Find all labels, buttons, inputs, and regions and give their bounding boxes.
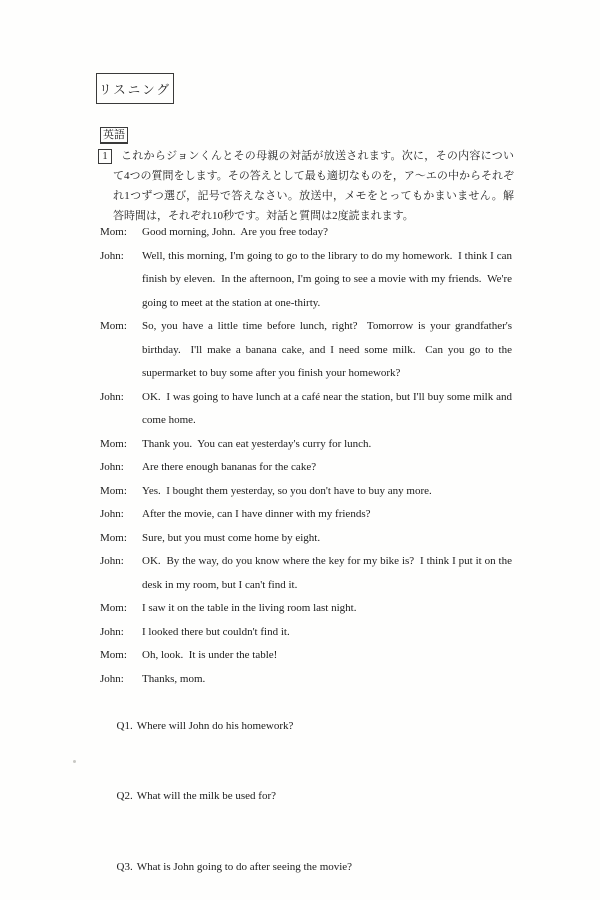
dialogue-text: I saw it on the table in the living room last night. bbox=[142, 602, 357, 614]
scan-speck bbox=[73, 760, 76, 763]
dialogue-turn bbox=[100, 456, 512, 480]
question-line bbox=[100, 762, 512, 833]
dialogue-turn bbox=[100, 503, 512, 527]
question-number: Q3. bbox=[116, 860, 133, 873]
speaker-label: John: bbox=[100, 625, 124, 638]
speaker-label: John: bbox=[100, 672, 124, 685]
speaker-label: Mom: bbox=[100, 437, 127, 450]
listening-section-label bbox=[96, 73, 174, 104]
dialogue-text: OK. By the way, do you know where the key for my bike is? I think I put it on the desk in my room, but I can't find it. bbox=[142, 555, 515, 591]
dialogue-text: Well, this morning, I'm going to go to the library to do my homework. I think I can finish by eleven. In the afternoon, I'm going to see a movie with my friends. We're going to meet at the station at one-thirty. bbox=[142, 249, 515, 309]
problem-instructions bbox=[98, 146, 514, 226]
dialogue-turn bbox=[100, 221, 512, 245]
dialogue-turn bbox=[100, 621, 512, 645]
dialogue-text: Thank you. You can eat yesterday's curry for lunch. bbox=[142, 437, 372, 450]
speaker-label: John: bbox=[100, 249, 124, 262]
question-number: Q1. bbox=[116, 719, 133, 732]
question-text: What will the milk be used for? bbox=[136, 790, 276, 802]
dialogue-turn bbox=[100, 245, 515, 316]
speaker-label: John: bbox=[100, 508, 124, 520]
speaker-label: John: bbox=[100, 390, 124, 403]
dialogue-turn bbox=[100, 550, 515, 597]
dialogue-text: Oh, look. It is under the table! bbox=[142, 649, 278, 661]
dialogue-text: OK. I was going to have lunch at a café near the station, but I'll buy some milk and come home. bbox=[142, 390, 515, 426]
speaker-label: John: bbox=[100, 461, 124, 473]
dialogue-turn bbox=[100, 668, 512, 692]
subject-label bbox=[100, 127, 128, 144]
question-line bbox=[100, 691, 512, 762]
speaker-label: Mom: bbox=[100, 649, 127, 661]
problem-number-text: 1 bbox=[102, 151, 108, 162]
dialogue-text: Are there enough bananas for the cake? bbox=[142, 461, 317, 473]
dialogue-and-questions bbox=[100, 221, 515, 900]
instructions-text: これからジョンくんとその母親の対話が放送されます。次に，その内容について4つの質問をします。その答えとして最も適切なものを，ア～エの中からそれぞれ1つずつ選び，記号で答えなさい。放送中，メモをとってもかまいません。解答時間は，それぞれ10秒です。対話と質問は2度読まれます。 bbox=[113, 150, 514, 222]
question-text: Where will John do his homework? bbox=[136, 719, 294, 732]
dialogue-turn bbox=[100, 433, 512, 457]
dialogue-text: After the movie, can I have dinner with my friends? bbox=[142, 508, 371, 520]
dialogue-turn bbox=[100, 315, 515, 386]
speaker-label: John: bbox=[100, 555, 124, 567]
speaker-label: Mom: bbox=[100, 320, 127, 332]
speaker-label: Mom: bbox=[100, 226, 127, 238]
subject-label-text: 英語 bbox=[103, 129, 125, 141]
dialogue-turn bbox=[100, 644, 512, 668]
question-line bbox=[100, 832, 512, 900]
dialogue-text: Thanks, mom. bbox=[142, 672, 206, 685]
dialogue-turn bbox=[100, 480, 512, 504]
dialogue-text: Sure, but you must come home by eight. bbox=[142, 531, 321, 544]
question-text: What is John going to do after seeing the movie? bbox=[136, 860, 353, 873]
dialogue-turn bbox=[100, 597, 512, 621]
dialogue-text: Yes. I bought them yesterday, so you don't have to buy any more. bbox=[142, 484, 432, 497]
speaker-label: Mom: bbox=[100, 484, 127, 497]
problem-number-box bbox=[98, 149, 112, 164]
listening-label-text: リスニング bbox=[98, 82, 171, 97]
question-number: Q2. bbox=[116, 790, 133, 802]
dialogue-turn bbox=[100, 527, 512, 551]
speaker-label: Mom: bbox=[100, 531, 127, 544]
speaker-label: Mom: bbox=[100, 602, 127, 614]
dialogue-text: So, you have a little time before lunch, right? Tomorrow is your grandfather's birthday. I'll make a banana cake, and I need some milk. Can you go to the supermarket to buy some after you finish your homework? bbox=[142, 320, 515, 379]
dialogue-text: I looked there but couldn't find it. bbox=[142, 625, 290, 638]
dialogue-turn bbox=[100, 386, 515, 433]
dialogue-text: Good morning, John. Are you free today? bbox=[142, 226, 329, 238]
